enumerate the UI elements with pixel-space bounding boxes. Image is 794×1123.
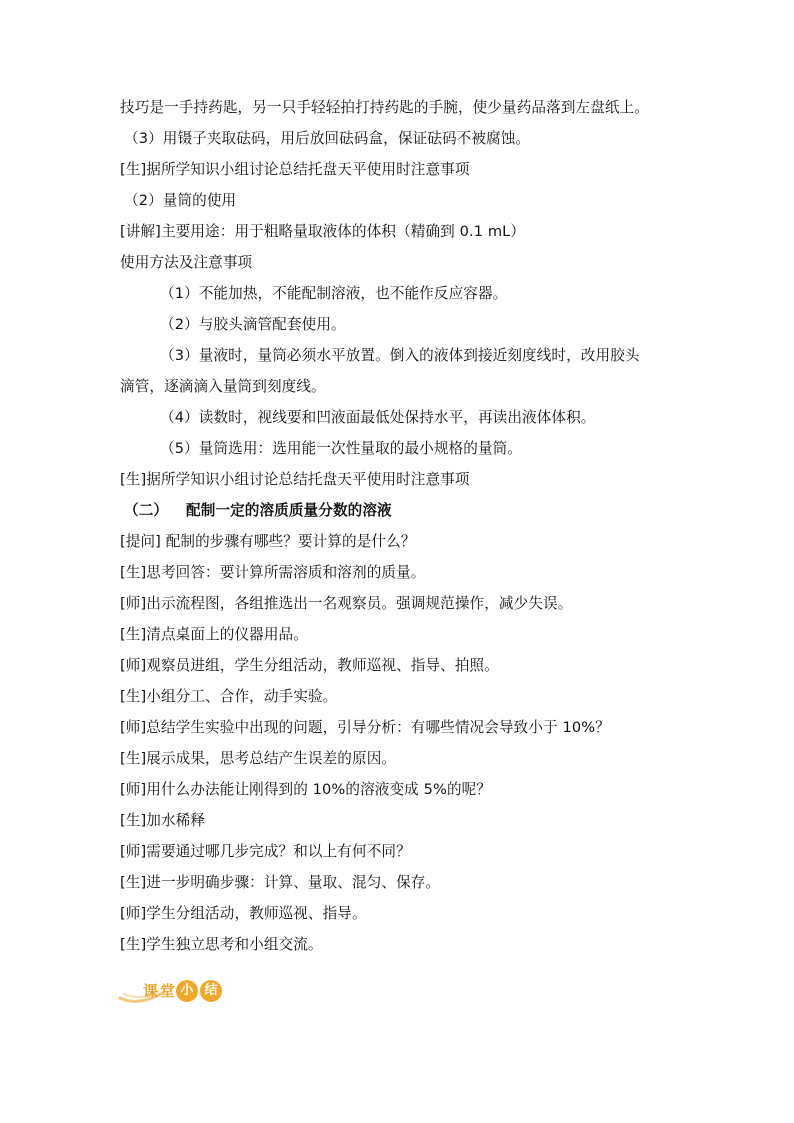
- text-line: [师]用什么办法能让刚得到的 10%的溶液变成 5%的呢？: [120, 781, 492, 798]
- text-line: [生]学生独立思考和小组交流。: [120, 936, 323, 953]
- text-line: [师]总结学生实验中出现的问题，引导分析：有哪些情况会导致小于 10%？: [120, 719, 610, 736]
- badge-char-circle: 小: [176, 980, 198, 1002]
- text-line: [生]小组分工、合作，动手实验。: [120, 688, 338, 705]
- text-line: （3）用镊子夹取砝码，用后放回砝码盒，保证砝码不被腐蚀。: [124, 130, 531, 147]
- text-line: （2）量筒的使用: [124, 192, 237, 209]
- text-line: [师]需要通过哪几步完成？和以上有何不同？: [120, 843, 411, 860]
- badge-char: 课: [143, 982, 159, 1000]
- text-line: [讲解]主要用途：用于粗略量取液体的体积（精确到 0.1 mL）: [120, 223, 526, 240]
- section-heading: [124, 501, 392, 521]
- text-line: （4）读数时，视线要和凹液面最低处保持水平，再读出液体体积。: [160, 409, 596, 426]
- text-line: [生]进一步明确步骤：计算、量取、混匀、保存。: [120, 874, 441, 891]
- text-line: [师]出示流程图，各组推选出一名观察员。强调规范操作，减少失误。: [120, 595, 573, 612]
- text-line: [生]展示成果，思考总结产生误差的原因。: [120, 750, 397, 767]
- text-line: [师]观察员进组，学生分组活动，教师巡视、指导、拍照。: [120, 657, 499, 674]
- text-line: （5）量筒选用：选用能一次性量取的最小规格的量筒。: [160, 440, 523, 457]
- section-number: （二）: [124, 502, 169, 519]
- text-line: [提问] 配制的步骤有哪些？要计算的是什么？: [120, 533, 416, 550]
- text-line: [生]清点桌面上的仪器用品。: [120, 626, 308, 643]
- text-line: （1）不能加热，不能配制溶液，也不能作反应容器。: [160, 285, 508, 302]
- badge-char-circle: 结: [200, 980, 222, 1002]
- text-line: [生]加水稀释: [120, 812, 206, 829]
- text-line: [生]据所学知识小组讨论总结托盘天平使用时注意事项: [120, 161, 470, 178]
- section-title: 配制一定的溶质质量分数的溶液: [186, 502, 392, 519]
- text-line: 使用方法及注意事项: [120, 254, 253, 271]
- text-line: 滴管，逐滴滴入量筒到刻度线。: [120, 378, 326, 395]
- text-line: （2）与胶头滴管配套使用。: [160, 316, 346, 333]
- text-line: [师]学生分组活动，教师巡视、指导。: [120, 905, 367, 922]
- text-line: [生]据所学知识小组讨论总结托盘天平使用时注意事项: [120, 471, 470, 488]
- text-line: （3）量液时，量筒必须水平放置。倒入的液体到接近刻度线时，改用胶头: [160, 347, 640, 364]
- text-line: 技巧是一手持药匙，另一只手轻轻拍打持药匙的手腕，使少量药品落到左盘纸上。: [120, 99, 649, 116]
- text-line: [生]思考回答：要计算所需溶质和溶剂的质量。: [120, 564, 426, 581]
- class-summary-badge: [118, 978, 228, 1004]
- badge-char: 堂: [160, 982, 176, 1000]
